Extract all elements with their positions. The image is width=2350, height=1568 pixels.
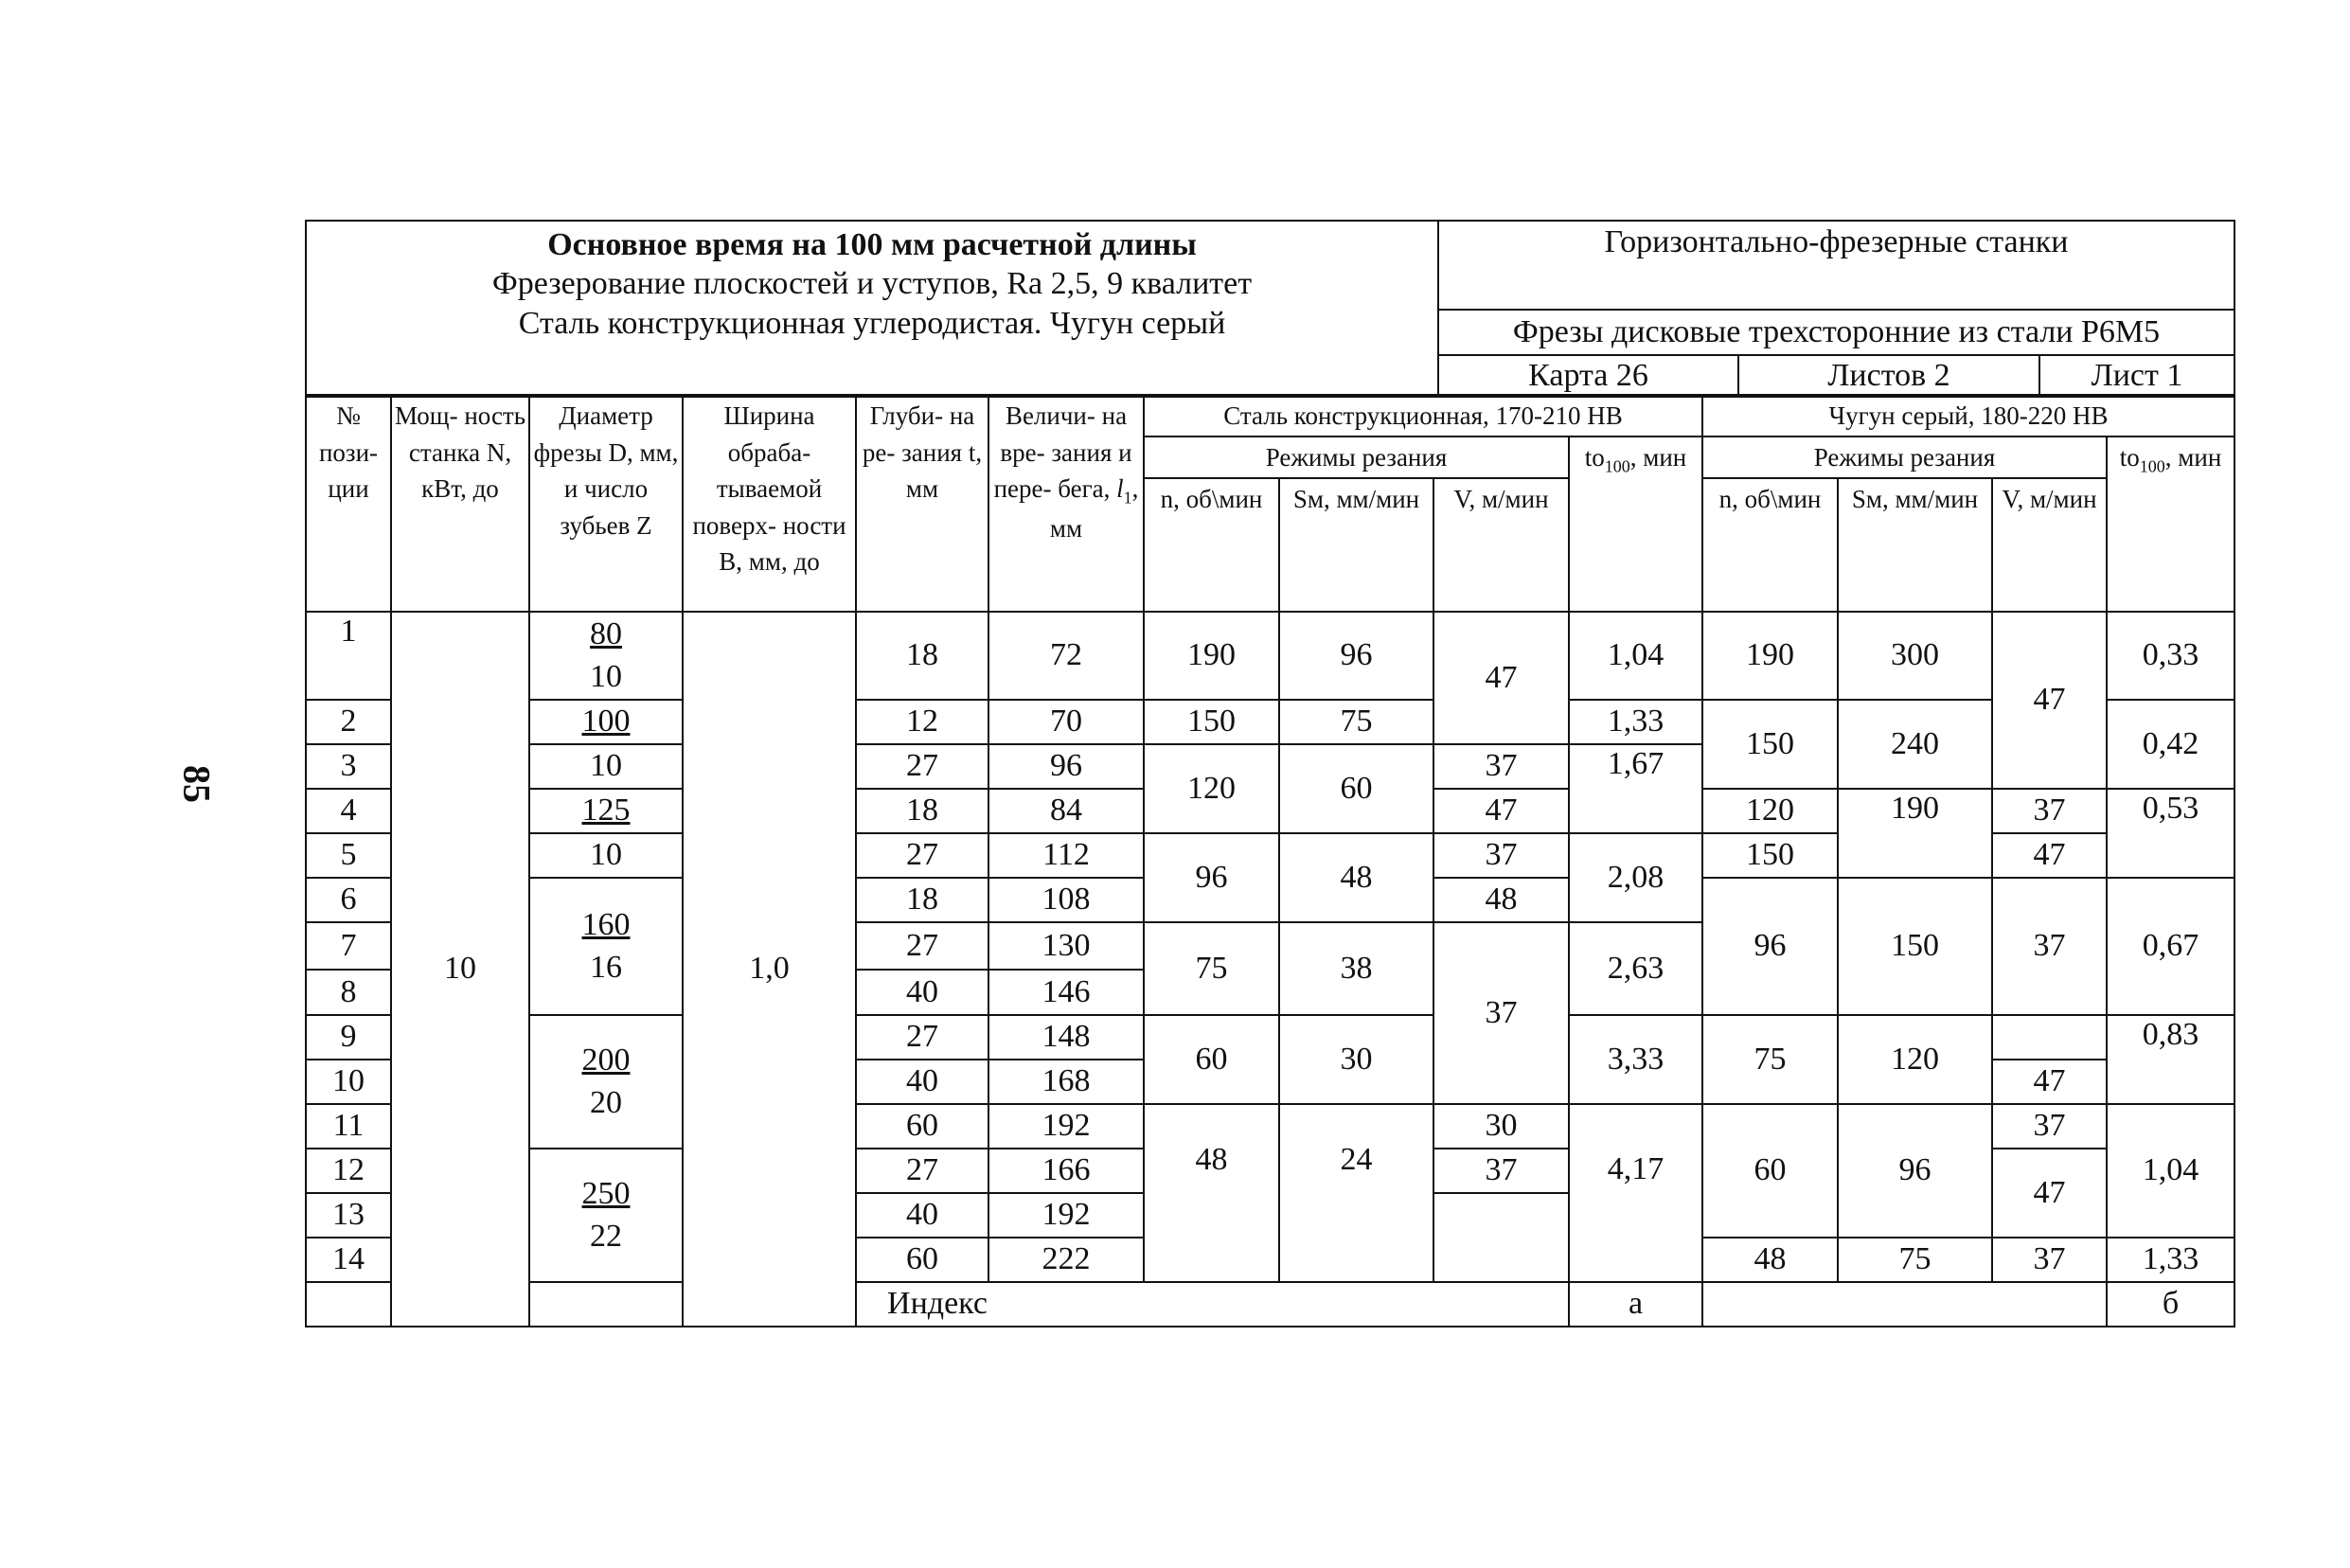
steel-v-cell-empty xyxy=(1433,1193,1569,1282)
depth-cell: 27 xyxy=(856,1149,988,1193)
depth-cell: 27 xyxy=(856,833,988,878)
length-cell: 222 xyxy=(988,1238,1144,1282)
iron-n-cell: 75 xyxy=(1702,1015,1838,1104)
steel-modes-header: Режимы резания xyxy=(1144,437,1569,478)
steel-s-cell: 38 xyxy=(1279,922,1433,1015)
machine-type: Горизонтально-фрезерные станки xyxy=(1438,221,2234,310)
length-cell: 192 xyxy=(988,1104,1144,1149)
title-block xyxy=(306,221,1438,397)
width-cell: 1,0 xyxy=(683,612,856,1327)
steel-to-cell: 1,04 xyxy=(1569,612,1702,700)
iron-s-cell: 75 xyxy=(1838,1238,1992,1282)
table-row-pos: 5 xyxy=(306,833,391,878)
steel-to-cell: 4,17 xyxy=(1569,1104,1702,1282)
steel-v-cell: 37 xyxy=(1433,833,1569,878)
diameter-cell: 125 xyxy=(529,789,683,833)
steel-n-header: n, об\мин xyxy=(1144,478,1279,612)
iron-n-cell: 120 xyxy=(1702,789,1838,833)
iron-v-cell: 37 xyxy=(1992,789,2107,833)
steel-n-cell: 96 xyxy=(1144,833,1279,922)
steel-n-cell: 190 xyxy=(1144,612,1279,700)
diameter-cell: 10 xyxy=(529,833,683,878)
table-row-pos: 13 xyxy=(306,1193,391,1238)
steel-to-cell: 2,08 xyxy=(1569,833,1702,922)
length-cell: 148 xyxy=(988,1015,1144,1060)
iron-n-cell: 48 xyxy=(1702,1238,1838,1282)
diameter-cell: 100 xyxy=(529,700,683,744)
table-row-pos: 2 xyxy=(306,700,391,744)
length-cell: 166 xyxy=(988,1149,1144,1193)
steel-v-header: V, м/мин xyxy=(1433,478,1569,612)
iron-v-cell-empty xyxy=(1992,1015,2107,1060)
diameter-cell: 80 10 xyxy=(529,612,683,700)
document-subtitle-1: Фрезерование плоскостей и уступов, Ra 2,5, 9 квалитет xyxy=(491,266,1253,302)
depth-cell: 40 xyxy=(856,1060,988,1104)
table-row-pos: 4 xyxy=(306,789,391,833)
depth-cell: 18 xyxy=(856,612,988,700)
steel-s-cell: 96 xyxy=(1279,612,1433,700)
power-cell: 10 xyxy=(391,612,529,1327)
iron-to-cell: 0,53 xyxy=(2107,789,2234,878)
index-empty xyxy=(1702,1282,2107,1327)
index-a: а xyxy=(1569,1282,1702,1327)
length-cell: 146 xyxy=(988,970,1144,1015)
iron-n-cell: 96 xyxy=(1702,878,1838,1015)
iron-v-cell: 37 xyxy=(1992,1104,2107,1149)
depth-cell: 60 xyxy=(856,1238,988,1282)
steel-n-cell: 150 xyxy=(1144,700,1279,744)
steel-v-cell: 47 xyxy=(1433,612,1569,744)
table-row-pos: 9 xyxy=(306,1015,391,1060)
diameter-cell: 160 16 xyxy=(529,878,683,1015)
steel-to-header: $to_{100}$, мин xyxy=(1569,437,1702,612)
document-subtitle-2: Сталь конструкционная углеродистая. Чугун серый xyxy=(518,305,1226,341)
depth-cell: 40 xyxy=(856,1193,988,1238)
iron-n-header: n, об\мин xyxy=(1702,478,1838,612)
depth-cell: 27 xyxy=(856,1015,988,1060)
iron-s-cell: 120 xyxy=(1838,1015,1992,1104)
steel-v-cell: 37 xyxy=(1433,1149,1569,1193)
steel-v-cell: 37 xyxy=(1433,922,1569,1104)
steel-to-cell: 3,33 xyxy=(1569,1015,1702,1104)
sheets-count: Листов 2 xyxy=(1738,355,2039,397)
steel-to-cell: 1,33 xyxy=(1569,700,1702,744)
iron-n-cell: 60 xyxy=(1702,1104,1838,1238)
steel-v-cell: 37 xyxy=(1433,744,1569,789)
depth-cell: 18 xyxy=(856,878,988,922)
length-cell: 96 xyxy=(988,744,1144,789)
steel-n-cell: 60 xyxy=(1144,1015,1279,1104)
iron-to-cell: 1,33 xyxy=(2107,1238,2234,1282)
steel-s-cell: 30 xyxy=(1279,1015,1433,1104)
steel-v-cell: 48 xyxy=(1433,878,1569,922)
iron-s-cell: 240 xyxy=(1838,700,1992,789)
col-group-iron: Чугун серый, 180-220 НВ xyxy=(1702,395,2234,437)
steel-v-cell: 47 xyxy=(1433,789,1569,833)
iron-to-cell: 0,83 xyxy=(2107,1015,2234,1104)
col-header-depth: Глуби- на ре- зания t, мм xyxy=(856,395,988,612)
table-row-pos: 3 xyxy=(306,744,391,789)
iron-to-cell: 0,42 xyxy=(2107,700,2234,789)
iron-s-cell: 300 xyxy=(1838,612,1992,700)
steel-s-cell: 24 xyxy=(1279,1104,1433,1282)
length-cell: 84 xyxy=(988,789,1144,833)
iron-modes-header: Режимы резания xyxy=(1702,437,2107,478)
length-cell: 70 xyxy=(988,700,1144,744)
index-label: Индекс xyxy=(306,1282,1569,1327)
diameter-cell: 250 22 xyxy=(529,1149,683,1282)
iron-to-cell: 1,04 xyxy=(2107,1104,2234,1238)
index-b: б xyxy=(2107,1282,2234,1327)
length-cell: 192 xyxy=(988,1193,1144,1238)
iron-v-cell: 47 xyxy=(1992,1149,2107,1238)
length-cell: 108 xyxy=(988,878,1144,922)
steel-to-cell: 2,63 xyxy=(1569,922,1702,1015)
steel-s-header: Sм, мм/мин xyxy=(1279,478,1433,612)
depth-cell: 12 xyxy=(856,700,988,744)
table-row-pos: 7 xyxy=(306,922,391,970)
table-row-pos: 1 xyxy=(306,612,391,700)
steel-n-cell: 120 xyxy=(1144,744,1279,833)
length-cell: 168 xyxy=(988,1060,1144,1104)
diameter-cell: 10 xyxy=(529,744,683,789)
depth-cell: 40 xyxy=(856,970,988,1015)
length-cell: 72 xyxy=(988,612,1144,700)
iron-n-cell: 150 xyxy=(1702,700,1838,789)
steel-n-cell: 48 xyxy=(1144,1104,1279,1282)
document-title: Основное время на 100 мм расчетной длины xyxy=(547,227,1197,262)
depth-cell: 18 xyxy=(856,789,988,833)
iron-v-cell: 37 xyxy=(1992,878,2107,1015)
diameter-cell: 200 20 xyxy=(529,1015,683,1149)
iron-n-cell: 150 xyxy=(1702,833,1838,878)
depth-cell: 27 xyxy=(856,922,988,970)
col-header-power: Мощ- ность станка N, кВт, до xyxy=(391,395,529,612)
steel-s-cell: 60 xyxy=(1279,744,1433,833)
depth-cell: 60 xyxy=(856,1104,988,1149)
iron-to-cell: 0,67 xyxy=(2107,878,2234,1015)
col-header-length: Величи- на вре- зания и пере- бега, $l_1$, мм xyxy=(988,395,1144,612)
steel-s-cell: 75 xyxy=(1279,700,1433,744)
depth-cell: 27 xyxy=(856,744,988,789)
iron-v-cell: 47 xyxy=(1992,1060,2107,1104)
time-table xyxy=(305,394,2235,1327)
iron-v-cell: 37 xyxy=(1992,1238,2107,1282)
table-row-pos: 10 xyxy=(306,1060,391,1104)
table-row-pos: 14 xyxy=(306,1238,391,1282)
steel-v-cell: 30 xyxy=(1433,1104,1569,1149)
col-header-width: Ширина обраба- тываемой поверх- ности B, мм, до xyxy=(683,395,856,612)
col-group-steel: Сталь конструкционная, 170-210 НВ xyxy=(1144,395,1702,437)
iron-s-header: Sм, мм/мин xyxy=(1838,478,1992,612)
iron-to-cell: 0,33 xyxy=(2107,612,2234,700)
length-cell: 112 xyxy=(988,833,1144,878)
iron-s-cell: 190 xyxy=(1838,789,1992,878)
steel-s-cell: 48 xyxy=(1279,833,1433,922)
table-row-pos: 6 xyxy=(306,878,391,922)
steel-n-cell: 75 xyxy=(1144,922,1279,1015)
sheet-number: Лист 1 xyxy=(2039,355,2234,397)
header-table xyxy=(305,220,2235,398)
table-row-pos: 8 xyxy=(306,970,391,1015)
table-row-pos: 12 xyxy=(306,1149,391,1193)
length-cell: 130 xyxy=(988,922,1144,970)
iron-v-cell: 47 xyxy=(1992,833,2107,878)
cutter-type: Фрезы дисковые трехсторонние из стали Р6М5 xyxy=(1438,310,2234,355)
iron-s-cell: 150 xyxy=(1838,878,1992,1015)
iron-to-header: $to_{100}$, мин xyxy=(2107,437,2234,612)
iron-v-header: V, м/мин xyxy=(1992,478,2107,612)
iron-s-cell: 96 xyxy=(1838,1104,1992,1238)
col-header-diameter: Диаметр фрезы D, мм, и число зубьев Z xyxy=(529,395,683,612)
col-header-position: № пози- ции xyxy=(306,395,391,612)
iron-v-cell: 47 xyxy=(1992,612,2107,789)
page-number: 85 xyxy=(175,765,219,803)
steel-to-cell: 1,67 xyxy=(1569,744,1702,833)
iron-n-cell: 190 xyxy=(1702,612,1838,700)
card-number: Карта 26 xyxy=(1438,355,1738,397)
table-row-pos: 11 xyxy=(306,1104,391,1149)
